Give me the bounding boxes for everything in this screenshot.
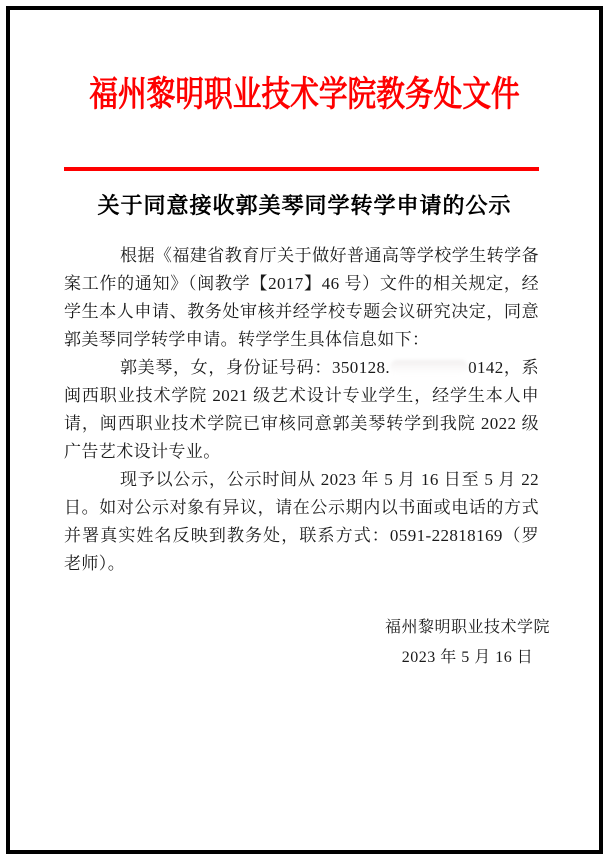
red-divider-line <box>64 167 539 171</box>
paragraph-student-info <box>64 354 539 466</box>
signature-block <box>10 613 550 673</box>
signature-inner <box>385 613 550 673</box>
redacted-id-blur <box>390 360 468 375</box>
notice-title: 关于同意接收郭美琴同学转学申请的公示 <box>97 193 512 218</box>
signature-org: 福州黎明职业技术学院 <box>384 619 550 636</box>
page-border-frame <box>6 6 603 854</box>
red-header-title: 福州黎明职业技术学院教务处文件 <box>89 75 520 114</box>
student-info-after-redaction: 0142，系闽西职业技术学院 2021 级艺术设计专业学生，经学生本人申请，闽西职业技术学院已审核同意郭美琴转学到我院 2022 级广告艺术设计专业。 <box>64 358 539 461</box>
paragraph-basis: 根据《福建省教育厅关于做好普通高等学校学生转学备案工作的通知》（闽教学【2017】46 号）文件的相关规定，经学生本人申请、教务处审核并经学校专题会议研究决定，同意郭美琴同学转学申请。转学学生具体信息如下： <box>64 246 539 349</box>
red-header <box>10 73 599 117</box>
signature-date: 2023 年 5 月 16 日 <box>401 649 534 666</box>
paragraph-publicity-period: 现予以公示，公示时间从 2023 年 5 月 16 日至 5 月 22 日。如对公示对象有异议，请在公示期内以书面或电话的方式并署真实姓名反映到教务处，联系方式：0591-22818169（罗老师）。 <box>64 470 539 573</box>
student-info-before-redaction: 郭美琴，女，身份证号码：350128. <box>120 358 391 377</box>
notice-body <box>10 242 599 578</box>
